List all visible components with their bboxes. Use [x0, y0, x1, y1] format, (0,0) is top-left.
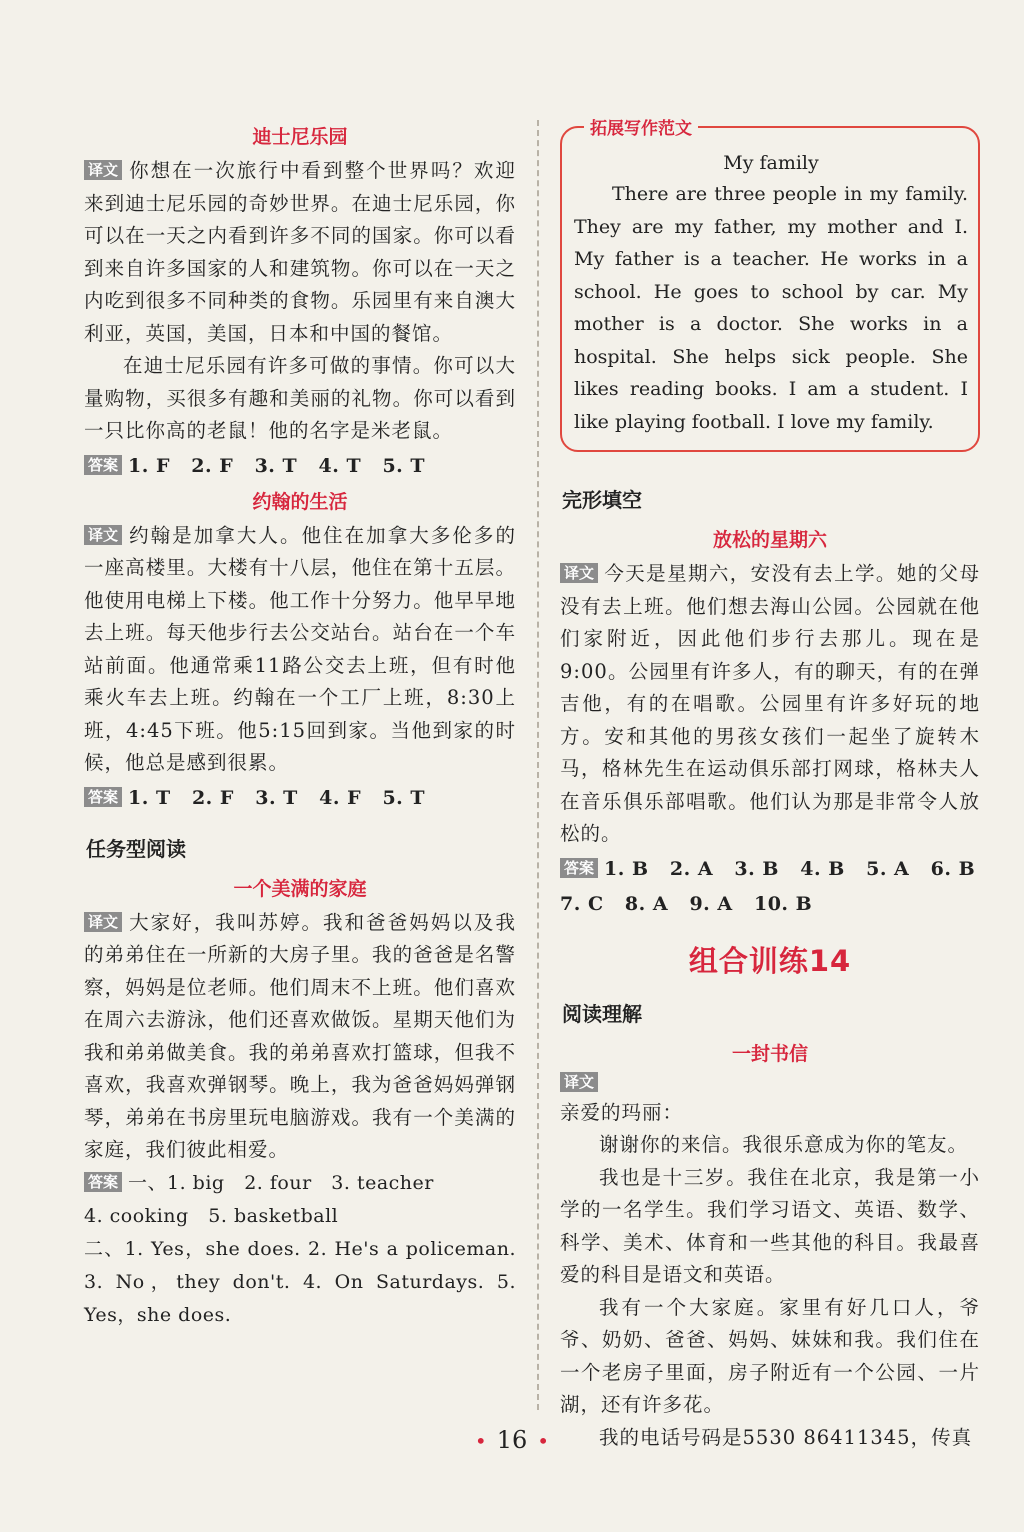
answer-tag: 答案 [560, 858, 598, 878]
translation-tag: 译文 [560, 1072, 598, 1092]
family-answer-line-3: 二、1. Yes，she does. 2. He's a policeman. 3. No，they don't. 4. On Saturdays. 5. Yes，she does. [84, 1237, 516, 1326]
family-text: 大家好，我叫苏婷。我和爸爸妈妈以及我的弟弟住在一所新的大房子里。我的爸爸是名警察，妈妈是位老师。他们周末不上班。他们喜欢在周六去游泳，他们还喜欢做饭。星期天他们为我和弟弟做美食。我的弟弟喜欢打篮球，但我不喜欢，我喜欢弹钢琴。晚上，我为爸爸妈妈弹钢琴，弟弟在书房里玩电脑游戏。我有一个美满的家庭，我们彼此相爱。 [84, 910, 516, 1161]
page-number-value: 16 [496, 1426, 528, 1454]
translation-tag: 译文 [84, 525, 122, 545]
saturday-title: 放松的星期六 [712, 529, 827, 551]
answer-tag: 答案 [84, 1172, 122, 1192]
writing-sample-title: My family [723, 152, 819, 174]
disney-para-1 [84, 155, 516, 350]
writing-sample-label: 拓展写作范文 [584, 114, 698, 139]
unit-title: 组合训练14 [688, 943, 852, 978]
john-text: 约翰是加拿大人。他住在加拿大多伦多的一座高楼里。大楼有十八层，他住在第十五层。他使用电梯上下楼。他工作十分努力。他早早地去上班。每天他步行去公交站台。站台在一个车站前面。他通常乘11路公交去上班，但有时他乘火车去上班。约翰在一个工厂上班，8:30上班，4:45下班。他5:15回到家。当他到家的时候，他总是感到很累。 [84, 523, 516, 774]
family-answer-line-2: 4. cooking 5. basketball [84, 1204, 339, 1227]
disney-title: 迪士尼乐园 [252, 126, 348, 148]
john-para [84, 520, 516, 780]
dot-icon: • [537, 1429, 550, 1453]
right-column [560, 110, 980, 1454]
reading-comprehension-heading: 阅读理解 [562, 1001, 642, 1026]
disney-text-1: 你想在一次旅行中看到整个世界吗？欢迎来到迪士尼乐园的奇妙世界。在迪士尼乐园，你可以在一天之内看到许多不同的国家。你可以看到来自许多国家的人和建筑物。你可以在一天之内吃到很多不同种类的食物。乐园里有来自澳大利亚，英国，美国，日本和中国的餐馆。 [84, 159, 516, 345]
answer-tag: 答案 [84, 455, 122, 475]
saturday-para [560, 558, 980, 851]
john-answer [84, 782, 516, 815]
letter-tag-row [560, 1072, 980, 1093]
task-reading-heading: 任务型阅读 [86, 836, 186, 861]
dot-icon: • [474, 1429, 487, 1453]
family-title: 一个美满的家庭 [233, 877, 367, 900]
disney-answer [84, 450, 516, 483]
translation-tag: 译文 [84, 160, 122, 180]
disney-answer-text: 1. F 2. F 3. T 4. T 5. T [128, 454, 426, 477]
letter-para-4: 我的电话号码是5530 86411345，传真 [599, 1425, 973, 1449]
family-para [84, 907, 516, 1167]
translation-tag: 译文 [84, 912, 122, 932]
letter-para-3: 我有一个大家庭。家里有好几口人，爷爷、奶奶、爸爸、妈妈、妹妹和我。我们住在一个老房子里面，房子附近有一个公园、一片湖，还有许多花。 [560, 1295, 980, 1416]
letter-para-2: 我也是十三岁。我住在北京，我是第一小学的一名学生。我们学习语文、英语、数学、科学、美术、体育和一些其他的科目。我最喜爱的科目是语文和英语。 [560, 1165, 980, 1286]
page-number [0, 1426, 1024, 1454]
answer-tag: 答案 [84, 787, 122, 807]
writing-sample-text: There are three people in my family. They are my father, my mother and I. My father is a teacher. He works in a school. He goes to school by car. My mother is a doctor. She works in a hospital. She helps sick people. She likes reading books. I am a student. I like playing football. I love my family. [574, 183, 968, 433]
disney-para-2: 在迪士尼乐园有许多可做的事情。你可以大量购物，买很多有趣和美丽的礼物。你可以看到一只比你高的老鼠！他的名字是米老鼠。 [84, 354, 516, 442]
left-column [84, 110, 516, 1332]
letter-title: 一封书信 [731, 1042, 808, 1065]
writing-sample-box [560, 119, 980, 452]
letter-greeting: 亲爱的玛丽： [560, 1100, 684, 1124]
saturday-text: 今天是星期六，安没有去上学。她的父母没有去上班。他们想去海山公园。公园就在他们家附近，因此他们步行去那儿。现在是9:00。公园里有许多人，有的聊天，有的在弹吉他，有的在唱歌。公园里有许多好玩的地方。安和其他的男孩女孩们一起坐了旋转木马，格林先生在运动俱乐部打网球，格林夫人在音乐俱乐部唱歌。他们认为那是非常令人放松的。 [560, 562, 980, 845]
saturday-answer-2: 7. C 8. A 9. A 10. B [560, 892, 813, 915]
saturday-answer-1 [560, 853, 980, 886]
letter-para-1: 谢谢你的来信。我很乐意成为你的笔友。 [599, 1133, 969, 1156]
saturday-answer-text-1: 1. B 2. A 3. B 4. B 5. A 6. B [604, 857, 976, 880]
john-answer-text: 1. T 2. F 3. T 4. F 5. T [128, 786, 426, 809]
column-divider [537, 120, 539, 1410]
family-answer-line-1: 一、1. big 2. four 3. teacher [128, 1171, 434, 1194]
family-answer-1 [84, 1167, 516, 1200]
translation-tag: 译文 [560, 563, 598, 583]
john-title: 约翰的生活 [252, 490, 348, 513]
cloze-heading: 完形填空 [562, 488, 642, 512]
